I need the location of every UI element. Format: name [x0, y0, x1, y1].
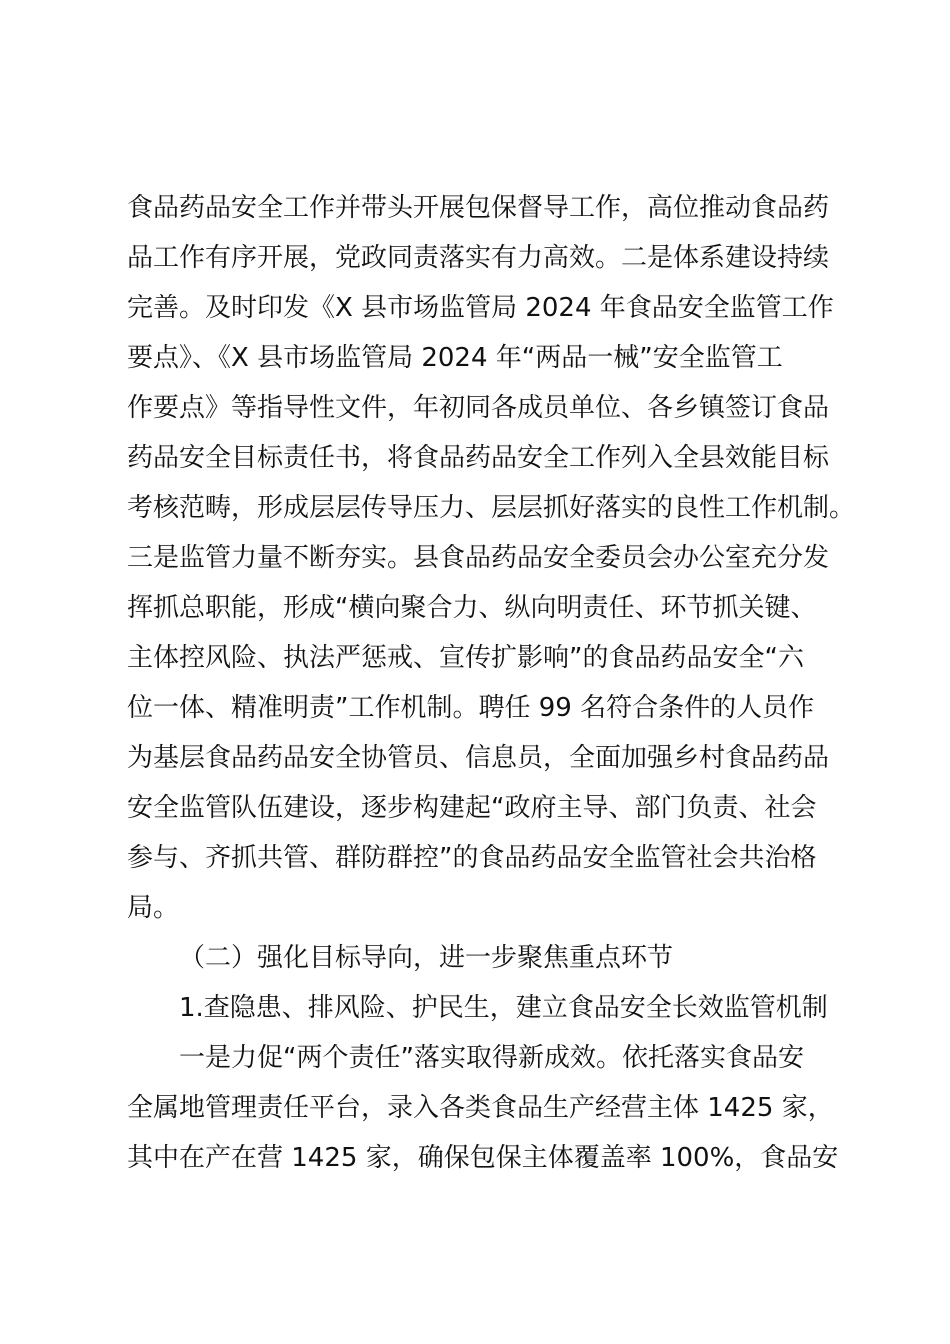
subsection-heading: 1.查隐患、排风险、护民生，建立食品安全长效监管机制 — [179, 993, 828, 1023]
body-line: 考核范畴，形成层层传导压力、层层抓好落实的良性工作机制。 — [127, 493, 856, 523]
body-line: 其中在产在营 1425 家，确保包保主体覆盖率 100%，食品安 — [127, 1143, 839, 1173]
body-line: 要点》、《X 县市场监管局 2024 年“两品一械”安全监管工 — [127, 343, 783, 373]
body-line: 局。 — [127, 893, 180, 923]
body-line: 全属地管理责任平台，录入各类食品生产经营主体 1425 家， — [127, 1093, 834, 1123]
body-line: 参与、齐抓共管、群防群控”的食品药品安全监管社会共治格 — [127, 843, 817, 873]
body-line: 品工作有序开展，党政同责落实有力高效。二是体系建设持续 — [127, 243, 830, 273]
body-line: 三是监管力量不断夯实。县食品药品安全委员会办公室充分发 — [127, 543, 830, 573]
body-line: 一是力促“两个责任”落实取得新成效。依托落实食品安 — [179, 1043, 804, 1073]
body-line: 药品安全目标责任书，将食品药品安全工作列入全县效能目标 — [127, 443, 830, 473]
document-body — [127, 183, 856, 1183]
section-heading: （二）强化目标导向，进一步聚焦重点环节 — [179, 943, 674, 973]
body-line: 完善。及时印发《X 县市场监管局 2024 年食品安全监管工作 — [127, 293, 834, 323]
body-line: 食品药品安全工作并带头开展包保督导工作，高位推动食品药 — [127, 193, 830, 223]
body-line: 作要点》等指导性文件，年初同各成员单位、各乡镇签订食品 — [127, 393, 830, 423]
body-line: 主体控风险、执法严惩戒、宣传扩影响”的食品药品安全“六 — [127, 643, 804, 673]
body-line: 安全监管队伍建设，逐步构建起“政府主导、部门负责、社会 — [127, 793, 817, 823]
body-line: 挥抓总职能，形成“横向聚合力、纵向明责任、环节抓关键、 — [127, 593, 817, 623]
body-line: 位一体、精准明责”工作机制。聘任 99 名符合条件的人员作 — [127, 693, 815, 723]
body-line: 为基层食品药品安全协管员、信息员，全面加强乡村食品药品 — [127, 743, 830, 773]
